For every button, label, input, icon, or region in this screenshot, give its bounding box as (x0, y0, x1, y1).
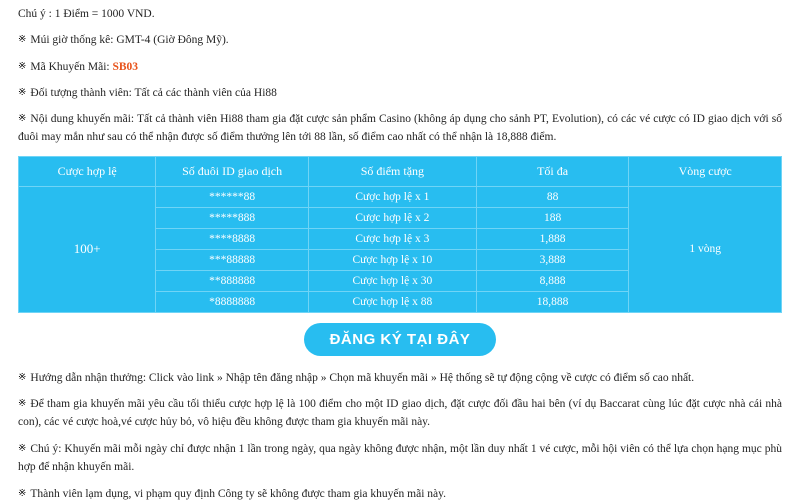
note-content-text: Nội dung khuyến mãi: Tất cả thành viên Hi88 tham gia đặt cược sản phẩm Casino (không áp dụng cho sảnh PT, Evolution), có các vé cược có ID giao dịch với số đuôi may mắn như sau có thể nhận được số điểm thưởng lên tới 88 lần, số điểm cao nhất có thể nhận là 18,888 điểm. (18, 113, 782, 143)
table-header (19, 156, 782, 186)
note-timezone (18, 32, 782, 49)
cell-valid-bet: 100+ (19, 186, 156, 312)
cell-max: 88 (476, 186, 629, 207)
column-header-valid-bet: Cược hợp lệ (19, 156, 156, 186)
bullet-icon: ※ (18, 487, 27, 499)
promo-code-label: Mã Khuyến Mãi: (30, 60, 110, 73)
note-timezone-text: Múi giờ thống kê: GMT-4 (Giờ Đông Mỹ). (30, 34, 229, 47)
bullet-icon: ※ (18, 113, 27, 124)
terms-section (18, 370, 782, 504)
note-point-value-text: Chú ý : 1 Điểm = 1000 VND. (18, 8, 155, 20)
bullet-icon: ※ (18, 371, 27, 383)
bullet-icon: ※ (18, 443, 27, 455)
bullet-icon: ※ (18, 398, 27, 410)
note-point-value (18, 6, 782, 23)
note-audience (18, 85, 782, 102)
note-promo-code (18, 59, 782, 76)
note-content (18, 111, 782, 147)
term-minimum-bet (18, 396, 782, 432)
term-daily-limit (18, 441, 782, 477)
cell-bonus: Cược hợp lệ x 1 (308, 186, 476, 207)
cell-suffix: ******88 (156, 186, 309, 207)
term-how-to-claim (18, 370, 782, 388)
cell-suffix: ***88888 (156, 249, 309, 270)
cell-suffix: *8888888 (156, 291, 309, 312)
bullet-icon: ※ (18, 34, 27, 46)
table-body (19, 186, 782, 312)
cell-rollover: 1 vòng (629, 186, 782, 312)
term-abuse-text: Thành viên lạm dụng, vi phạm quy định Công ty sẽ không được tham gia khuyến mãi này. (30, 487, 446, 500)
cell-max: 188 (476, 207, 629, 228)
term-daily-limit-text: Chú ý: Khuyến mãi mỗi ngày chỉ được nhận 1 lần trong ngày, qua ngày không được nhận, một lần duy nhất 1 vé cược, mỗi hội viên có thể lựa chọn hạng mục phù hợp để nhận khuyến mãi. (18, 443, 782, 473)
table-header-row (19, 156, 782, 186)
term-how-to-claim-text: Hướng dẫn nhận thưởng: Click vào link » Nhập tên đăng nhập » Chọn mã khuyến mãi » Hệ thống sẽ tự động cộng về cược có điểm số cao nhất. (30, 371, 695, 384)
cell-max: 1,888 (476, 228, 629, 249)
promotion-table-wrapper (18, 156, 782, 313)
bullet-icon: ※ (18, 60, 27, 72)
column-header-rollover: Vòng cược (629, 156, 782, 186)
cell-suffix: **888888 (156, 270, 309, 291)
column-header-maximum: Tối đa (476, 156, 629, 186)
promotion-table (18, 156, 782, 313)
term-abuse (18, 486, 782, 504)
term-minimum-bet-text: Để tham gia khuyến mãi yêu cầu tối thiểu cược hợp lệ là 100 điểm cho một ID giao dịch, đặt cược đối đầu hai bên (ví dụ Baccarat cùng lúc đặt cược nhà cái nhà con), các vé cược hoà,vé cược hủy bỏ, vô hiệu đều không được tham gia khuyến mãi này. (18, 398, 782, 429)
promo-code-value: SB03 (112, 60, 139, 73)
cell-max: 3,888 (476, 249, 629, 270)
table-row (19, 186, 782, 207)
note-audience-text: Đối tượng thành viên: Tất cả các thành viên của Hi88 (30, 86, 277, 99)
cell-suffix: ****8888 (156, 228, 309, 249)
register-here-button[interactable]: ĐĂNG KÝ TẠI ĐÂY (304, 323, 497, 356)
bullet-icon: ※ (18, 86, 27, 98)
cell-max: 8,888 (476, 270, 629, 291)
column-header-bonus-points: Số điểm tặng (308, 156, 476, 186)
cta-row (18, 323, 782, 356)
column-header-transaction-id-suffix: Số đuôi ID giao dịch (156, 156, 309, 186)
cell-bonus: Cược hợp lệ x 10 (308, 249, 476, 270)
cell-bonus: Cược hợp lệ x 88 (308, 291, 476, 312)
cell-bonus: Cược hợp lệ x 30 (308, 270, 476, 291)
cell-suffix: *****888 (156, 207, 309, 228)
cell-max: 18,888 (476, 291, 629, 312)
cell-bonus: Cược hợp lệ x 2 (308, 207, 476, 228)
cell-bonus: Cược hợp lệ x 3 (308, 228, 476, 249)
